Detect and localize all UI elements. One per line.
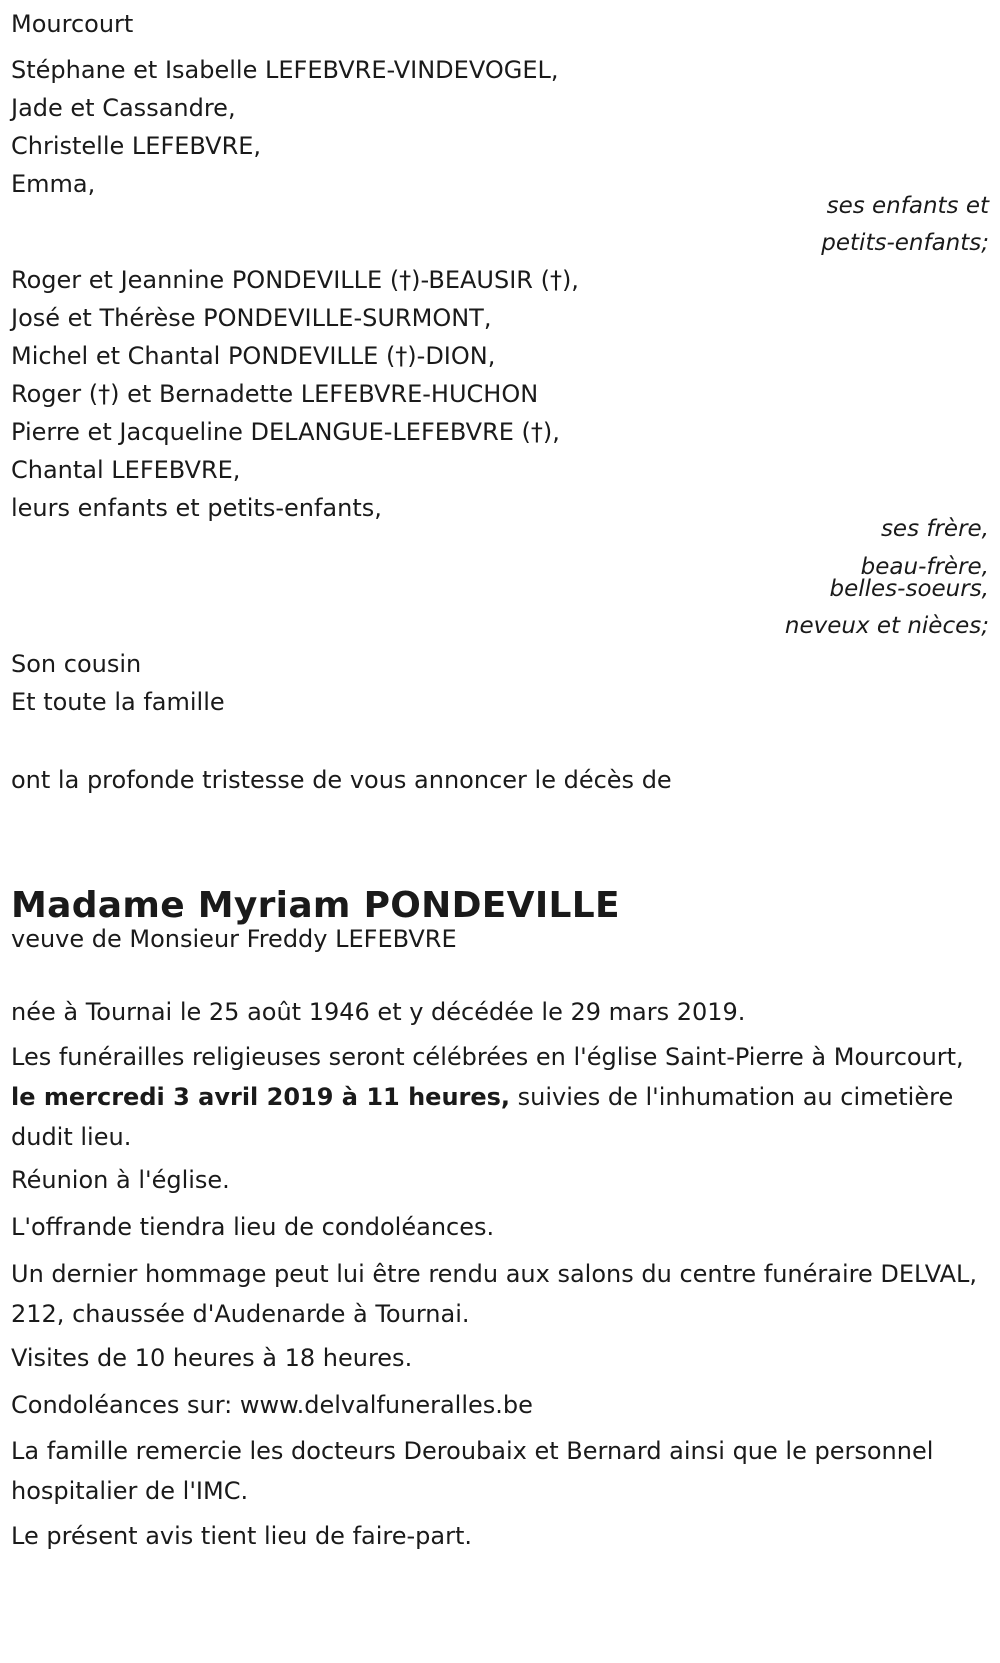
sibling-line: Michel et Chantal PONDEVILLE (†)-DION,	[11, 342, 496, 370]
sibling-line: Chantal LEFEBVRE,	[11, 456, 241, 484]
funeral-date: le mercredi 3 avril 2019 à 11 heures,	[11, 1083, 511, 1111]
homage: Un dernier hommage peut lui être rendu aux salons du centre funéraire DELVAL, 212, chaussée d'Audenarde à Tournai.	[11, 1260, 978, 1328]
funeral-text: Les funérailles religieuses seront célébrées en l'église Saint-Pierre à Mourcourt,	[11, 1043, 964, 1071]
visits: Visites de 10 heures à 18 heures.	[11, 1344, 413, 1372]
announcement: ont la profonde tristesse de vous annoncer le décès de	[11, 766, 672, 794]
children-line: Christelle LEFEBVRE,	[11, 132, 262, 160]
sibling-line: José et Thérèse PONDEVILLE-SURMONT,	[11, 304, 492, 332]
sibling-line: leurs enfants et petits-enfants,	[11, 494, 382, 522]
condolences: Condoléances sur: www.delvalfuneralles.be	[11, 1391, 533, 1419]
location-header: Mourcourt	[11, 10, 134, 38]
siblings-role-line: neveux et nièces;	[784, 613, 989, 639]
funeral-info	[11, 1037, 986, 1157]
sibling-line: Roger et Jeannine PONDEVILLE (†)-BEAUSIR (†),	[11, 266, 579, 294]
birth-death: née à Tournai le 25 août 1946 et y décédée le 29 mars 2019.	[11, 998, 746, 1026]
reunion: Réunion à l'église.	[11, 1166, 230, 1194]
offering: L'offrande tiendra lieu de condoléances.	[11, 1213, 495, 1241]
siblings-role-line: beau-frère,	[860, 554, 989, 580]
other-family-line: Et toute la famille	[11, 688, 225, 716]
siblings-role-line: belles-soeurs,	[829, 576, 989, 602]
sibling-line: Pierre et Jacqueline DELANGUE-LEFEBVRE (†),	[11, 418, 560, 446]
children-line: Stéphane et Isabelle LEFEBVRE-VINDEVOGEL,	[11, 56, 559, 84]
thanks: La famille remercie les docteurs Deroubaix et Bernard ainsi que le personnel hospitalier de l'IMC.	[11, 1437, 934, 1505]
sibling-line: Roger (†) et Bernadette LEFEBVRE-HUCHON	[11, 380, 539, 408]
widow-of: veuve de Monsieur Freddy LEFEBVRE	[11, 925, 457, 953]
children-line: Jade et Cassandre,	[11, 94, 236, 122]
funeral-text: suivies de l'inhumation au cimetière dudit lieu.	[11, 1083, 954, 1151]
siblings-role-line: ses frère,	[880, 516, 989, 542]
other-family-line: Son cousin	[11, 650, 142, 678]
deceased-name: Madame Myriam PONDEVILLE	[11, 885, 620, 926]
notice: Le présent avis tient lieu de faire-part.	[11, 1522, 473, 1550]
children-role-line: ses enfants et	[826, 193, 989, 219]
children-line: Emma,	[11, 170, 96, 198]
children-role-line: petits-enfants;	[821, 230, 989, 256]
